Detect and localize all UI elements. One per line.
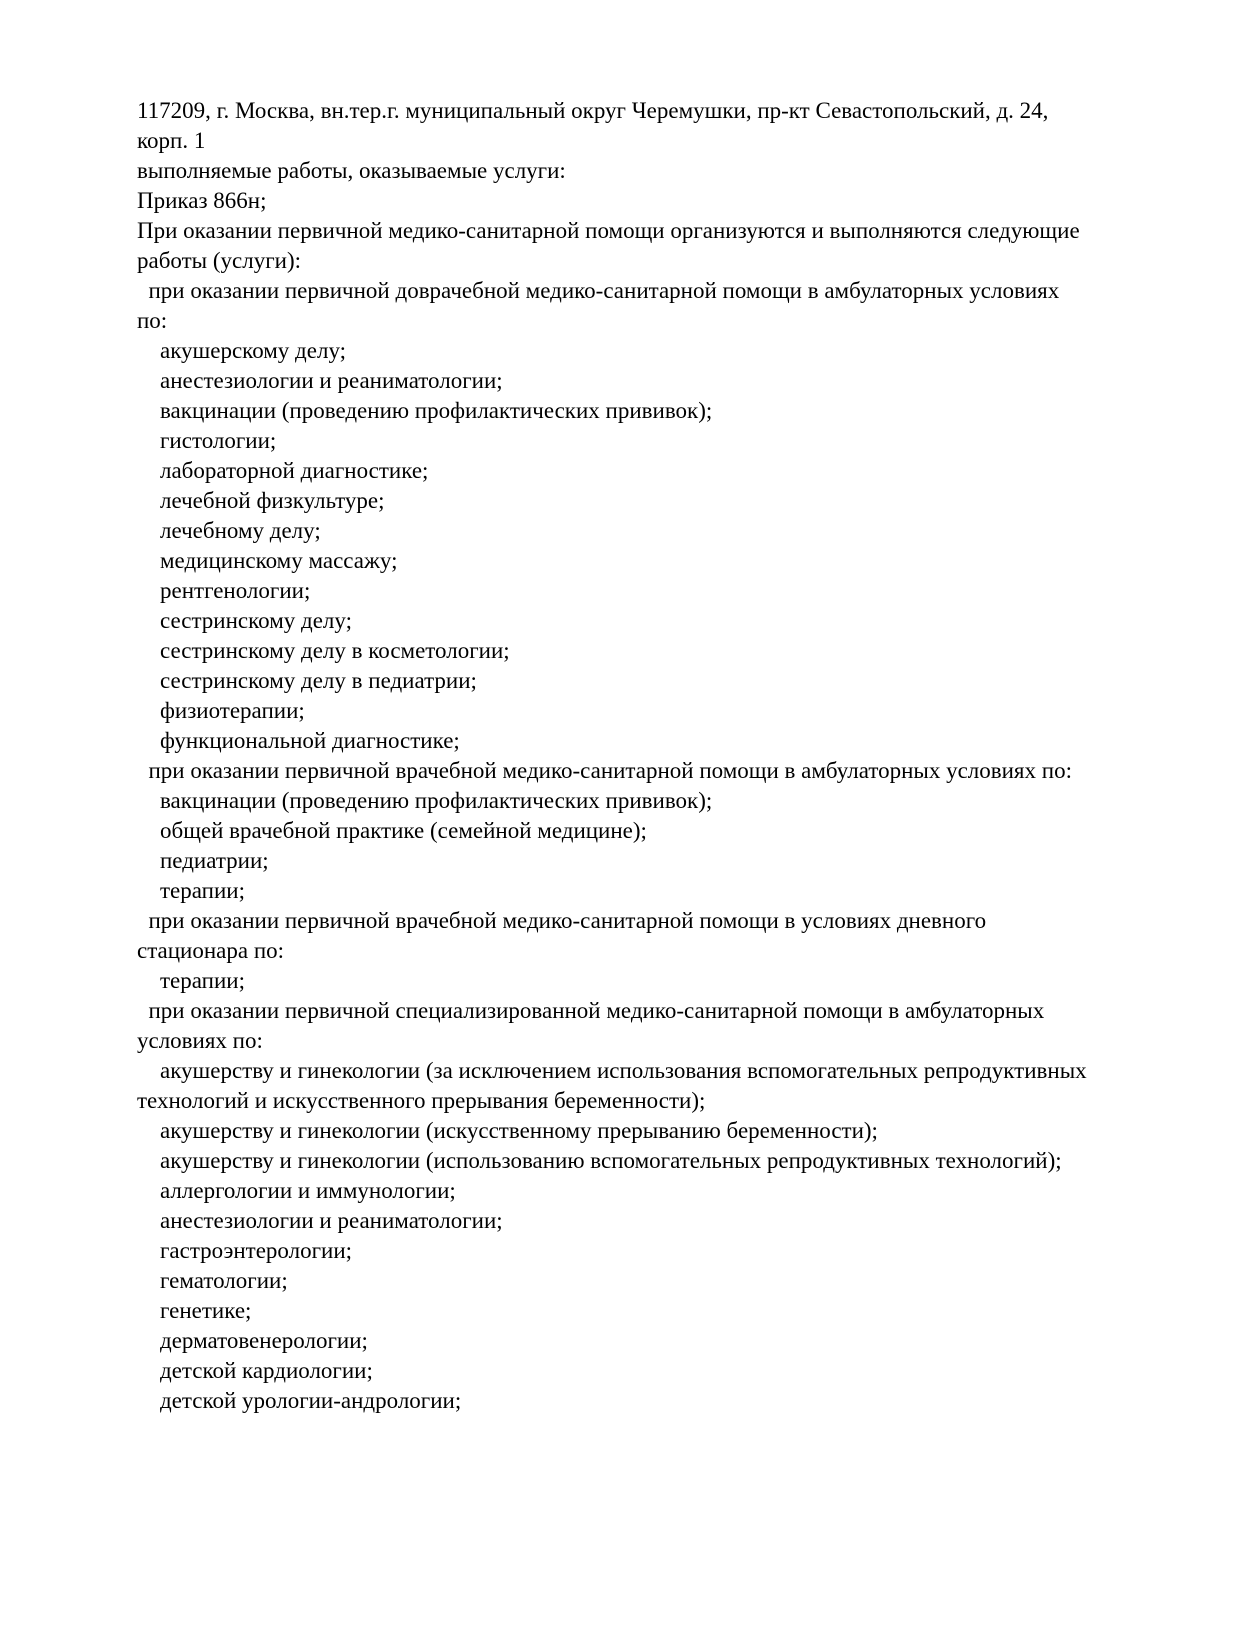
document-line: общей врачебной практике (семейной медицине); — [137, 818, 647, 843]
document-line: терапии; — [137, 968, 245, 993]
document-line: сестринскому делу в косметологии; — [137, 638, 510, 663]
document-text-block — [137, 96, 1180, 1416]
document-line: сестринскому делу; — [137, 608, 352, 633]
document-line: при оказании первичной врачебной медико-санитарной помощи в амбулаторных условиях по: — [137, 758, 1072, 783]
document-line: гастроэнтерологии; — [137, 1238, 353, 1263]
document-line: лечебному делу; — [137, 518, 321, 543]
document-line: работы (услуги): — [137, 248, 301, 273]
document-line: рентгенологии; — [137, 578, 311, 603]
document-line: детской кардиологии; — [137, 1358, 373, 1383]
document-line: акушерскому делу; — [137, 338, 347, 363]
document-line: акушерству и гинекологии (за исключением использования вспомогательных репродуктивных — [137, 1058, 1087, 1083]
document-line: физиотерапии; — [137, 698, 305, 723]
document-line: сестринскому делу в педиатрии; — [137, 668, 477, 693]
document-line: при оказании первичной врачебной медико-санитарной помощи в условиях дневного — [137, 908, 987, 933]
document-line: Приказ 866н; — [137, 188, 267, 213]
document-line: корп. 1 — [137, 128, 206, 153]
document-line: вакцинации (проведению профилактических прививок); — [137, 398, 713, 423]
document-line: вакцинации (проведению профилактических прививок); — [137, 788, 713, 813]
document-line: по: — [137, 308, 168, 333]
document-line: педиатрии; — [137, 848, 269, 873]
document-line: при оказании первичной специализированной медико-санитарной помощи в амбулаторных — [137, 998, 1045, 1023]
document-line: анестезиологии и реаниматологии; — [137, 1208, 503, 1233]
document-line: При оказании первичной медико-санитарной помощи организуются и выполняются следующие — [137, 218, 1080, 243]
document-line: при оказании первичной доврачебной медико-санитарной помощи в амбулаторных условиях — [137, 278, 1060, 303]
document-line: акушерству и гинекологии (использованию вспомогательных репродуктивных технологий); — [137, 1148, 1062, 1173]
document-line: выполняемые работы, оказываемые услуги: — [137, 158, 566, 183]
document-line: медицинскому массажу; — [137, 548, 398, 573]
document-line: технологий и искусственного прерывания беременности); — [137, 1088, 706, 1113]
document-line: анестезиологии и реаниматологии; — [137, 368, 503, 393]
document-line: терапии; — [137, 878, 245, 903]
document-line: гистологии; — [137, 428, 277, 453]
document-line: дерматовенерологии; — [137, 1328, 368, 1353]
document-line: генетике; — [137, 1298, 252, 1323]
document-line: условиях по: — [137, 1028, 263, 1053]
document-line: аллергологии и иммунологии; — [137, 1178, 456, 1203]
document-line: функциональной диагностике; — [137, 728, 460, 753]
document-line: акушерству и гинекологии (искусственному прерыванию беременности); — [137, 1118, 878, 1143]
document-line: стационара по: — [137, 938, 285, 963]
document-line: лабораторной диагностике; — [137, 458, 429, 483]
document-line: гематологии; — [137, 1268, 288, 1293]
document-line: детской урологии-андрологии; — [137, 1388, 462, 1413]
document-line: 117209, г. Москва, вн.тер.г. муниципальный округ Черемушки, пр-кт Севастопольский, д. 24, — [137, 98, 1049, 123]
document-line: лечебной физкультуре; — [137, 488, 385, 513]
